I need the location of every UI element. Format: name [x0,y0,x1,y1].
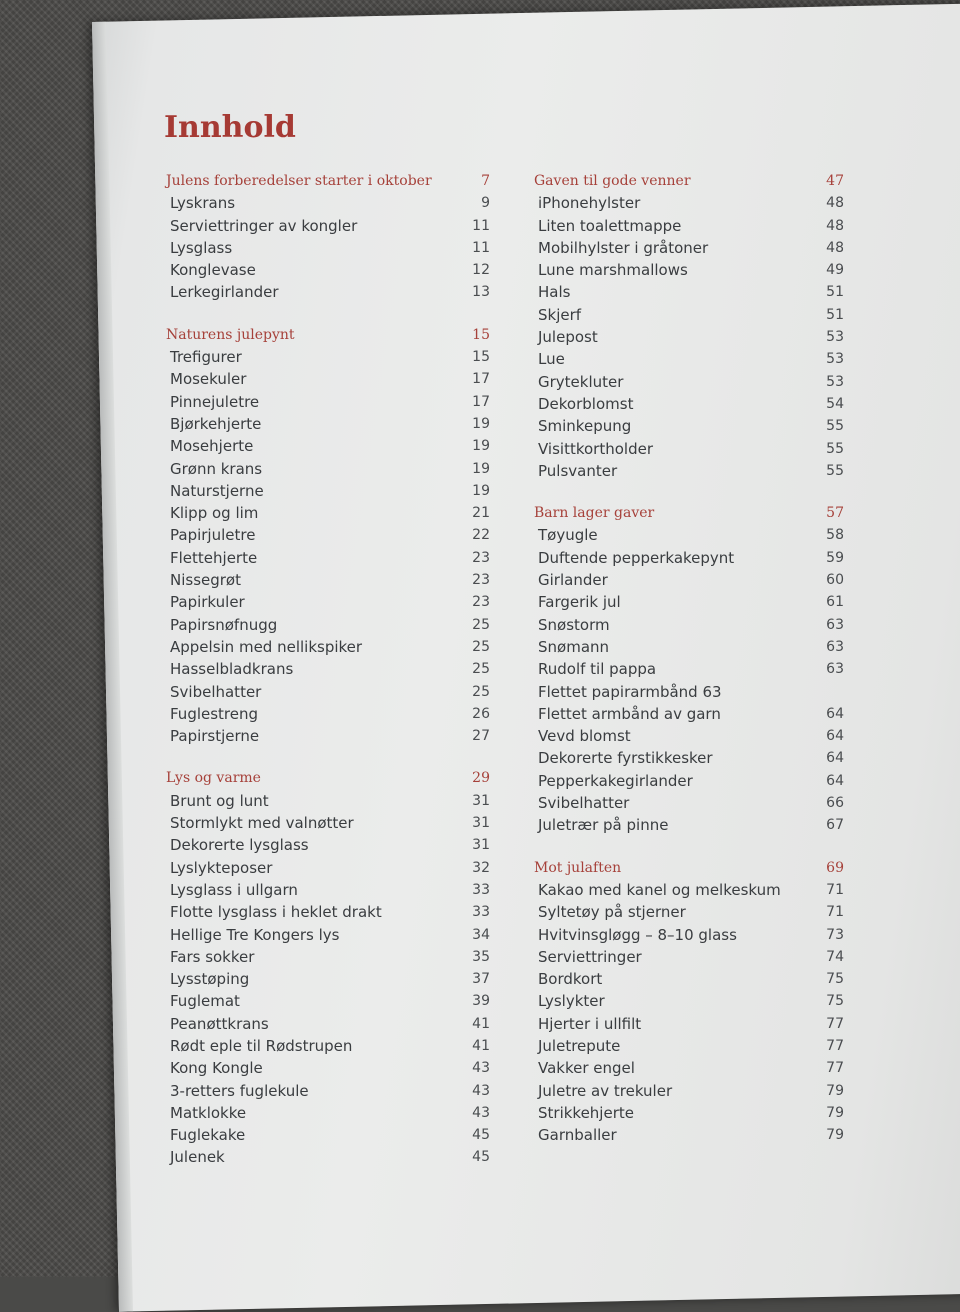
toc-entry[interactable] [170,658,490,680]
toc-entry-page: 66 [826,795,844,812]
toc-entry-page: 51 [826,306,844,323]
toc-entry[interactable] [538,460,844,482]
toc-entry-label: iPhonehylster [538,194,641,213]
toc-entry-page: 19 [472,415,490,432]
toc-entry[interactable] [538,237,844,259]
toc-entry-page: 77 [826,1015,844,1032]
toc-entry-label: Lyskrans [170,194,236,213]
toc-entry-page: 75 [826,971,844,988]
toc-entry[interactable] [170,391,490,413]
toc-entry-page: 31 [472,792,490,809]
toc-entry[interactable] [170,968,490,990]
toc-entry-page: 71 [826,881,844,898]
toc-entry-label: Tøyugle [538,526,598,545]
toc-entry-label: Lue [538,350,565,369]
section-heading-label: Lys og varme [166,770,261,787]
toc-entry[interactable] [538,371,844,393]
toc-entry-label: Mosehjerte [170,437,254,456]
toc-entry[interactable] [170,1057,490,1079]
toc-entry[interactable] [538,304,844,326]
toc-entry-page: 79 [826,1127,844,1144]
toc-entry[interactable] [170,614,490,636]
toc-entry[interactable] [170,812,490,834]
toc-entry-label: Garnballer [538,1126,617,1145]
toc-entry[interactable] [170,591,490,613]
toc-section [166,170,490,304]
toc-entry[interactable] [538,415,844,437]
toc-entry-page: 34 [472,926,490,943]
toc-entry-page: 54 [826,395,844,412]
section-heading-label: Gaven til gode venner [534,173,691,189]
toc-entry-label: Serviettringer [538,947,642,966]
toc-entry[interactable] [538,524,844,546]
toc-entry[interactable] [170,790,490,812]
page-title: Innhold [164,110,296,145]
toc-entry-page: 77 [826,1060,844,1077]
toc-entry[interactable] [538,591,844,613]
toc-entry[interactable] [538,1035,844,1057]
toc-entry-label: Svibelhatter [538,794,630,813]
toc-entry-label: Pulsvanter [538,461,618,480]
toc-entry-label: Lysstøping [170,970,250,989]
toc-entry[interactable] [538,968,844,990]
toc-entry[interactable] [538,814,844,836]
toc-entry-label: Mobilhylster i gråtoner [538,238,709,257]
toc-left-column [166,170,490,1169]
toc-entry-label: Juletre av trekuler [538,1081,673,1100]
toc-entry-page: 13 [472,284,490,301]
toc-entry-page: 23 [472,549,490,566]
toc-entry-page: 19 [472,460,490,477]
toc-section [534,482,844,836]
toc-entry-page: 31 [472,815,490,832]
toc-entry[interactable] [170,946,490,968]
toc-section-heading[interactable] [534,502,844,524]
toc-entry[interactable] [538,1102,844,1124]
section-heading-page: 57 [826,505,844,522]
toc-entry-label: Fuglemat [170,992,240,1011]
toc-entry-label: Lysglass i ullgarn [170,880,298,899]
toc-entry-label: Peanøttkrans [170,1014,269,1033]
toc-entry[interactable] [538,192,844,214]
toc-entry-page: 17 [472,371,490,388]
toc-entry-label: Julepost [538,328,598,347]
toc-entry-page: 63 [826,638,844,655]
toc-entry[interactable] [170,413,490,435]
section-heading-page: 29 [472,770,490,787]
toc-entry-page: 27 [472,728,490,745]
toc-entry-page: 33 [472,881,490,898]
toc-entry[interactable] [538,569,844,591]
toc-entry-label: Visittkortholder [538,439,653,458]
toc-entry-label: Nissegrøt [170,571,241,590]
toc-entry[interactable] [538,747,844,769]
toc-entry[interactable] [538,990,844,1012]
toc-entry-page: 32 [472,859,490,876]
toc-entry[interactable] [538,1013,844,1035]
toc-entry-page: 19 [472,438,490,455]
toc-entry-page: 43 [472,1060,490,1077]
toc-entry[interactable] [170,924,490,946]
toc-entry-page: 60 [826,572,844,589]
toc-entry-label: Appelsin med nellikspiker [170,637,363,656]
toc-entry-page: 11 [472,217,490,234]
toc-entry-label: Hals [538,283,571,302]
toc-entry-page: 25 [472,616,490,633]
toc-entry-page: 53 [826,329,844,346]
toc-entry-label: Rødt eple til Rødstrupen [170,1036,353,1055]
toc-entry-page: 53 [826,351,844,368]
toc-entry-label: Juletrær på pinne [538,816,669,835]
toc-entry[interactable] [170,1102,490,1124]
toc-entry-label: Kong Kongle [170,1059,263,1078]
section-heading-page: 47 [826,173,844,189]
section-heading-page: 7 [481,173,490,189]
toc-entry-label: Syltetøy på stjerner [538,903,686,922]
toc-entry-label: Mosekuler [170,370,247,389]
toc-entry-label: Dekorerte fyrstikkesker [538,749,713,768]
toc-entry[interactable] [538,1057,844,1079]
toc-entry-page: 63 [826,616,844,633]
toc-entry[interactable] [538,1080,844,1102]
toc-entry-page: 48 [826,239,844,256]
toc-section-heading[interactable] [166,170,490,192]
toc-entry-label: Grytekluter [538,372,624,391]
toc-entry[interactable] [538,792,844,814]
toc-entry-label: Hvitvinsgløgg – 8–10 glass [538,925,737,944]
toc-entry-page: 48 [826,195,844,212]
toc-entry-page: 58 [826,527,844,544]
toc-entry-page: 17 [472,393,490,410]
toc-entry[interactable] [538,1124,844,1146]
toc-entry-label: Lerkegirlander [170,283,279,302]
toc-right-column [534,170,844,1146]
toc-entry-label: Fuglekake [170,1126,246,1145]
toc-entry[interactable] [538,259,844,281]
toc-entry[interactable] [170,725,490,747]
toc-entry-label: Skjerf [538,305,582,324]
toc-entry-page: 15 [472,349,490,366]
toc-entry[interactable] [170,1013,490,1035]
toc-entry-label: Lyslykteposer [170,858,273,877]
section-heading-page: 15 [472,326,490,343]
toc-entry-label: 3-retters fuglekule [170,1081,309,1100]
toc-entry-label: Fargerik jul [538,593,621,612]
toc-entry-page: 53 [826,373,844,390]
toc-entry-label: Flettet armbånd av garn [538,704,721,723]
toc-entry-page: 33 [472,904,490,921]
toc-entry-page: 19 [472,482,490,499]
toc-entry-label: Grønn krans [170,459,263,478]
toc-entry-label: Papirstjerne [170,727,260,746]
toc-entry-label: Liten toalettmappe [538,216,682,235]
toc-entry-label: Dekorerte lysglass [170,836,309,855]
toc-section-heading[interactable] [166,767,490,789]
toc-entry-page: 37 [472,971,490,988]
toc-entry-page: 59 [826,549,844,566]
toc-entry-label: Girlander [538,571,608,590]
toc-entry-page: 43 [472,1082,490,1099]
toc-entry-label: Papirkuler [170,593,245,612]
toc-entry-page: 39 [472,993,490,1010]
toc-entry[interactable] [170,192,490,214]
toc-entry-label: Kakao med kanel og melkeskum [538,880,781,899]
toc-entry-page: 11 [472,239,490,256]
toc-entry-page: 55 [826,418,844,435]
toc-entry-label: Matklokke [170,1103,247,1122]
toc-entry[interactable] [538,614,844,636]
toc-entry-label: Trefigurer [170,348,242,367]
toc-entry[interactable] [170,237,490,259]
toc-entry-page: 79 [826,1104,844,1121]
toc-entry-label: Dekorblomst [538,394,634,413]
toc-entry[interactable] [170,703,490,725]
toc-section [534,170,844,482]
toc-entry-label: Flotte lysglass i heklet drakt [170,903,382,922]
toc-entry[interactable] [170,879,490,901]
toc-entry[interactable] [170,259,490,281]
toc-entry[interactable] [170,990,490,1012]
toc-entry-page: 55 [826,462,844,479]
toc-entry-page: 63 [826,661,844,678]
toc-entry-label: Papirsnøfnugg [170,615,278,634]
toc-entry-page: 55 [826,440,844,457]
toc-entry[interactable] [538,681,844,703]
toc-section [166,304,490,748]
toc-entry-label: Hellige Tre Kongers lys [170,925,340,944]
toc-entry[interactable] [170,368,490,390]
toc-entry[interactable] [170,834,490,856]
toc-entry[interactable] [170,1146,490,1168]
toc-entry-page: 41 [472,1015,490,1032]
toc-entry[interactable] [170,502,490,524]
toc-entry-page: 41 [472,1037,490,1054]
toc-entry-label: Rudolf til pappa [538,660,657,679]
toc-entry[interactable] [538,946,844,968]
toc-section-heading[interactable] [166,324,490,346]
toc-entry-label: Lune marshmallows [538,261,688,280]
toc-entry-page: 31 [472,837,490,854]
toc-entry-page: 64 [826,750,844,767]
toc-entry[interactable] [170,458,490,480]
toc-entry-page: 77 [826,1037,844,1054]
toc-entry-label: Sminkepung [538,417,632,436]
toc-entry[interactable] [538,703,844,725]
toc-entry[interactable] [170,901,490,923]
section-heading-label: Naturens julepynt [166,326,295,343]
section-heading-label: Julens forberedelser starter i oktober [166,173,432,189]
toc-entry-page: 75 [826,993,844,1010]
toc-entry-page: 25 [472,638,490,655]
toc-entry-label: Bordkort [538,970,603,989]
toc-entry-label: Lysglass [170,238,233,257]
toc-entry[interactable] [538,725,844,747]
toc-entry[interactable] [538,547,844,569]
toc-entry-label: Flettet papirarmbånd 63 [538,682,722,701]
toc-entry[interactable] [170,1124,490,1146]
toc-entry-page: 45 [472,1127,490,1144]
toc-entry-label: Vevd blomst [538,727,631,746]
toc-entry[interactable] [170,547,490,569]
toc-entry-page: 51 [826,284,844,301]
toc-entry-page: 64 [826,728,844,745]
toc-entry[interactable] [170,857,490,879]
toc-entry[interactable] [538,924,844,946]
toc-entry[interactable] [170,569,490,591]
toc-entry-page: 61 [826,594,844,611]
toc-entry[interactable] [538,326,844,348]
toc-entry-page: 35 [472,948,490,965]
toc-section-heading[interactable] [534,170,844,192]
toc-entry[interactable] [538,879,844,901]
toc-entry[interactable] [538,348,844,370]
toc-entry[interactable] [170,281,490,303]
toc-entry[interactable] [170,1080,490,1102]
toc-entry-label: Hjerter i ullfilt [538,1014,642,1033]
toc-entry-label: Lyslykter [538,992,605,1011]
toc-entry-label: Duftende pepperkakepynt [538,548,735,567]
toc-entry-page: 25 [472,661,490,678]
toc-entry-page: 23 [472,572,490,589]
toc-entry-page: 74 [826,948,844,965]
toc-entry-page: 22 [472,527,490,544]
toc-entry-page: 26 [472,705,490,722]
toc-section-heading[interactable] [534,857,844,879]
section-heading-label: Mot julaften [534,859,622,876]
toc-entry[interactable] [538,393,844,415]
toc-entry[interactable] [170,524,490,546]
toc-entry-label: Serviettringer av kongler [170,216,358,235]
toc-entry[interactable] [170,1035,490,1057]
toc-entry-label: Snøstorm [538,615,610,634]
toc-entry-page: 12 [472,262,490,279]
toc-entry-label: Klipp og lim [170,504,259,523]
toc-entry-label: Flettehjerte [170,548,258,567]
toc-entry-label: Bjørkehjerte [170,414,262,433]
toc-entry-page: 23 [472,594,490,611]
toc-entry[interactable] [538,658,844,680]
toc-entry-page: 45 [472,1149,490,1166]
toc-entry-label: Strikkehjerte [538,1103,634,1122]
toc-entry-label: Juletrepute [538,1036,621,1055]
toc-entry[interactable] [170,681,490,703]
toc-entry-label: Fuglestreng [170,704,259,723]
toc-entry-label: Pepperkakegirlander [538,771,693,790]
section-heading-label: Barn lager gaver [534,505,655,522]
toc-entry-page: 25 [472,683,490,700]
toc-entry[interactable] [170,435,490,457]
toc-entry[interactable] [170,480,490,502]
toc-entry[interactable] [538,770,844,792]
toc-entry-page: 64 [826,772,844,789]
toc-entry-page: 64 [826,705,844,722]
toc-entry-page: 71 [826,904,844,921]
toc-entry-page: 79 [826,1082,844,1099]
toc-entry-page: 9 [481,195,490,212]
toc-entry-label: Vakker engel [538,1059,635,1078]
toc-entry[interactable] [538,901,844,923]
toc-entry[interactable] [170,346,490,368]
toc-section [534,837,844,1147]
toc-entry-page: 21 [472,505,490,522]
toc-entry-label: Hasselbladkrans [170,660,294,679]
toc-entry-label: Julenek [170,1148,225,1167]
toc-entry-label: Papirjuletre [170,526,256,545]
toc-entry[interactable] [538,281,844,303]
toc-entry-label: Brunt og lunt [170,791,269,810]
toc-section [166,747,490,1168]
toc-entry[interactable] [538,636,844,658]
toc-entry-label: Pinnejuletre [170,392,260,411]
toc-entry-label: Snømann [538,637,610,656]
toc-entry-page: 43 [472,1104,490,1121]
toc-entry-label: Konglevase [170,261,256,280]
toc-entry-label: Fars sokker [170,947,255,966]
toc-entry-page: 73 [826,926,844,943]
toc-entry[interactable] [170,215,490,237]
toc-entry-label: Naturstjerne [170,481,264,500]
toc-entry-label: Svibelhatter [170,682,262,701]
toc-entry-page: 67 [826,817,844,834]
toc-entry-page: 48 [826,217,844,234]
toc-entry[interactable] [538,438,844,460]
toc-entry[interactable] [538,215,844,237]
toc-entry-page: 49 [826,262,844,279]
toc-entry[interactable] [170,636,490,658]
toc-entry-label: Stormlykt med valnøtter [170,814,354,833]
section-heading-page: 69 [826,859,844,876]
